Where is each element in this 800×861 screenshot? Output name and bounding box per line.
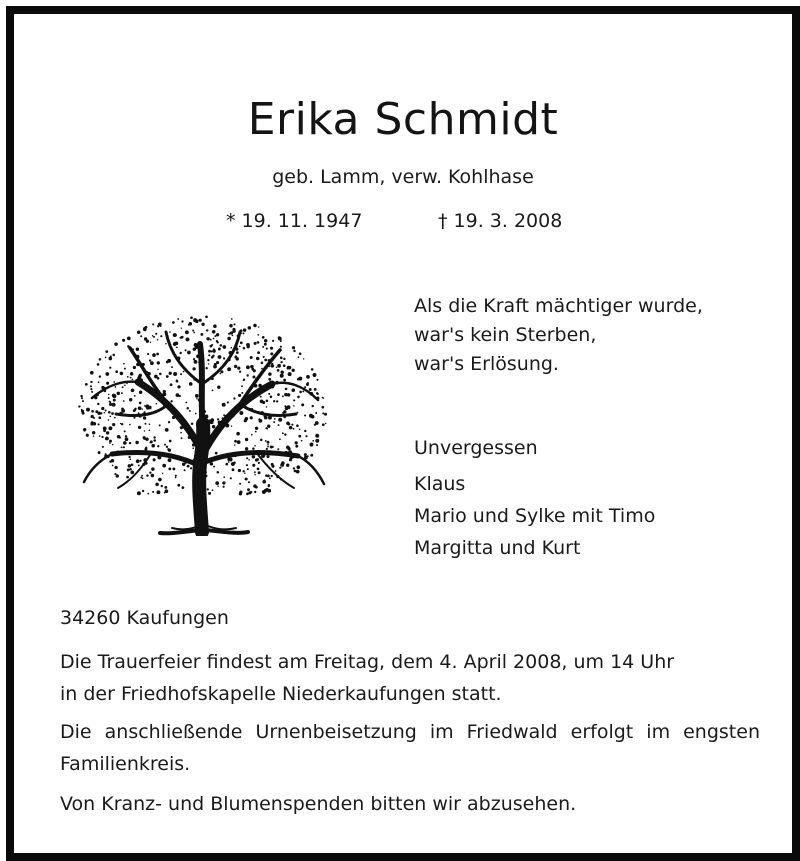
verse-line: war's Erlösung. [414,353,559,375]
deceased-name: Erika Schmidt [247,94,559,145]
death-date: † 19. 3. 2008 [438,210,563,232]
burial-text: Die anschließende Urnenbeisetzung im Friedwald erfolgt im engsten Familienkreis. [60,721,760,775]
mourners-lead: Unvergessen [414,437,538,459]
tree-icon [72,304,334,536]
ceremony-line: Die Trauerfeier findest am Freitag, dem 4. April 2008, um 14 Uhr [60,651,675,673]
verse-line: Als die Kraft mächtiger wurde, [414,295,703,317]
verse [414,292,703,379]
mourner-name: Margitta und Kurt [414,537,581,559]
mourners [414,432,655,564]
verse-line: war's kein Sterben, [414,324,597,346]
town: 34260 Kaufungen [60,607,229,629]
mourner-name: Klaus [414,473,466,495]
ceremony-text [60,646,760,710]
ceremony-line: in der Friedhofskapelle Niederkaufungen statt. [60,683,502,705]
flowers-text: Von Kranz- und Blumenspenden bitten wir abzusehen. [60,793,577,815]
maiden-name-line: geb. Lamm, verw. Kohlhase [272,166,534,188]
notice-frame [6,6,800,861]
mourner-name: Mario und Sylke mit Timo [414,505,656,527]
birth-date: * 19. 11. 1947 [226,210,363,232]
